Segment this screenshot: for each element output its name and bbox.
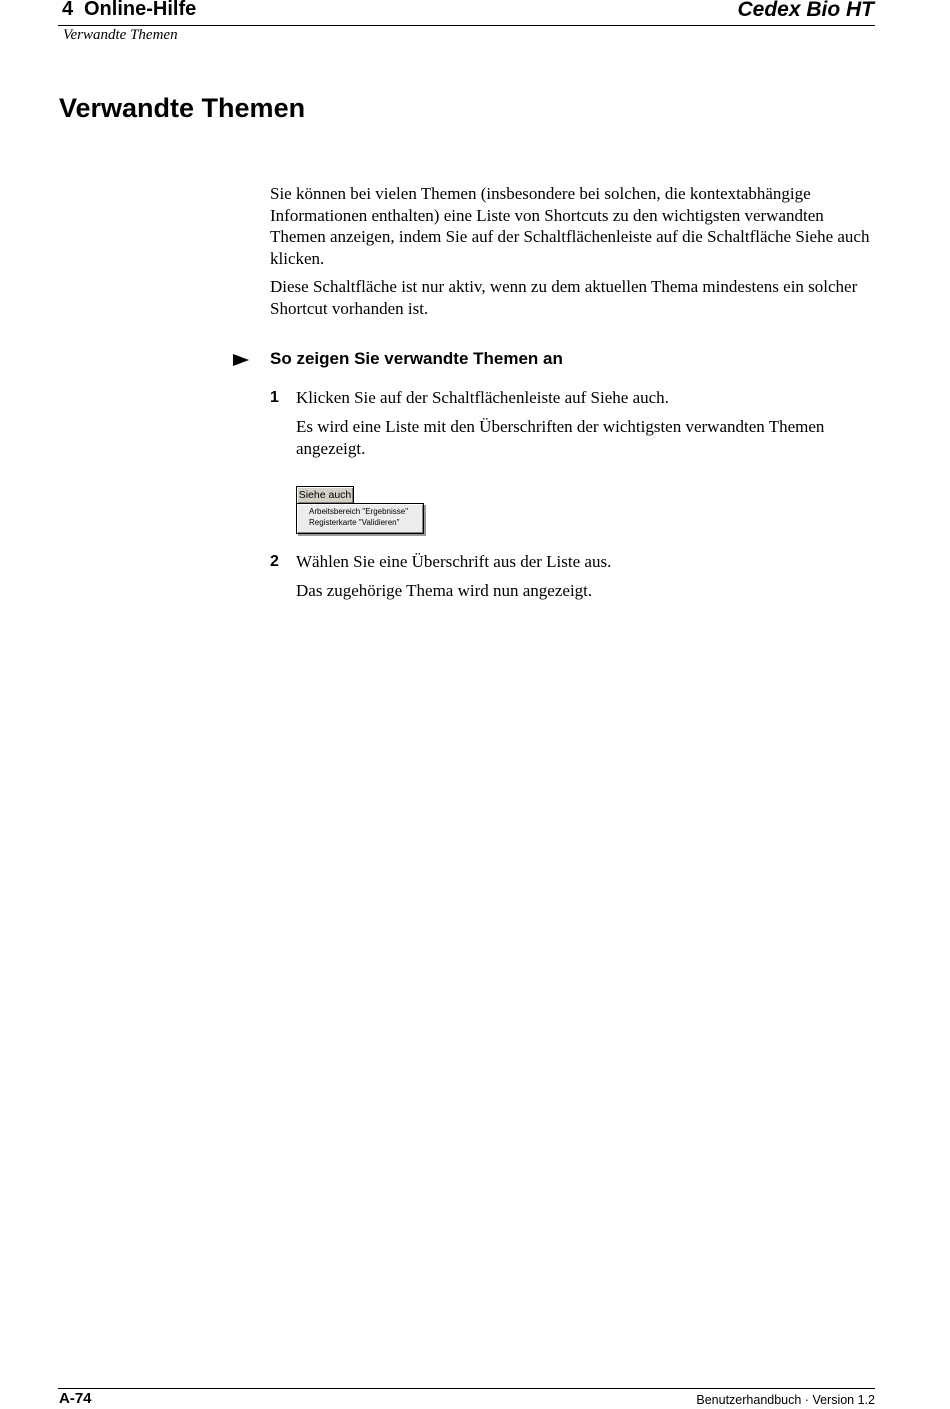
menu-item-validieren[interactable]: Registerkarte "Validieren" (309, 518, 400, 527)
chapter-number: 4 (62, 0, 74, 20)
chapter-heading (62, 0, 196, 21)
siehe-auch-button[interactable]: Siehe auch (296, 486, 354, 504)
intro-paragraph: Sie können bei vielen Themen (insbesondere bei solchen, die kontextabhängige Informationen enthalten) eine Liste von Shortcuts zu den wichtigsten verwandten Themen anzeigen, indem Sie auf der Schaltflächenleiste auf die Schaltfläche Siehe auch klicken. (270, 184, 870, 268)
step-text: Wählen Sie eine Überschrift aus der Liste aus. (296, 552, 612, 571)
step-number: 2 (270, 553, 279, 570)
header-rule (58, 25, 875, 26)
chapter-title: Online-Hilfe (84, 0, 197, 20)
procedure-title: So zeigen Sie verwandte Themen an (270, 349, 563, 368)
step-number: 1 (270, 389, 279, 406)
menu-item-ergebnisse[interactable]: Arbeitsbereich "Ergebnisse" (309, 507, 409, 516)
step-text: Klicken Sie auf der Schaltflächenleiste auf Siehe auch. (296, 388, 669, 407)
document-version: Benutzerhandbuch · Version 1.2 (696, 1393, 875, 1407)
product-name: Cedex Bio HT (737, 0, 874, 21)
step-result: Es wird eine Liste mit den Überschriften der wichtigsten verwandten Themen angezeigt. (296, 417, 825, 458)
step-result: Das zugehörige Thema wird nun angezeigt. (296, 581, 593, 600)
related-topics-menu (296, 503, 424, 534)
note-paragraph: Diese Schaltfläche ist nur aktiv, wenn zu dem aktuellen Thema mindestens ein solcher Shortcut vorhanden ist. (270, 277, 858, 318)
section-name: Verwandte Themen (63, 27, 178, 43)
footer-rule (58, 1388, 875, 1389)
page-number: A-74 (59, 1390, 92, 1407)
procedure-arrow-icon (233, 354, 249, 366)
page-title: Verwandte Themen (59, 93, 306, 123)
